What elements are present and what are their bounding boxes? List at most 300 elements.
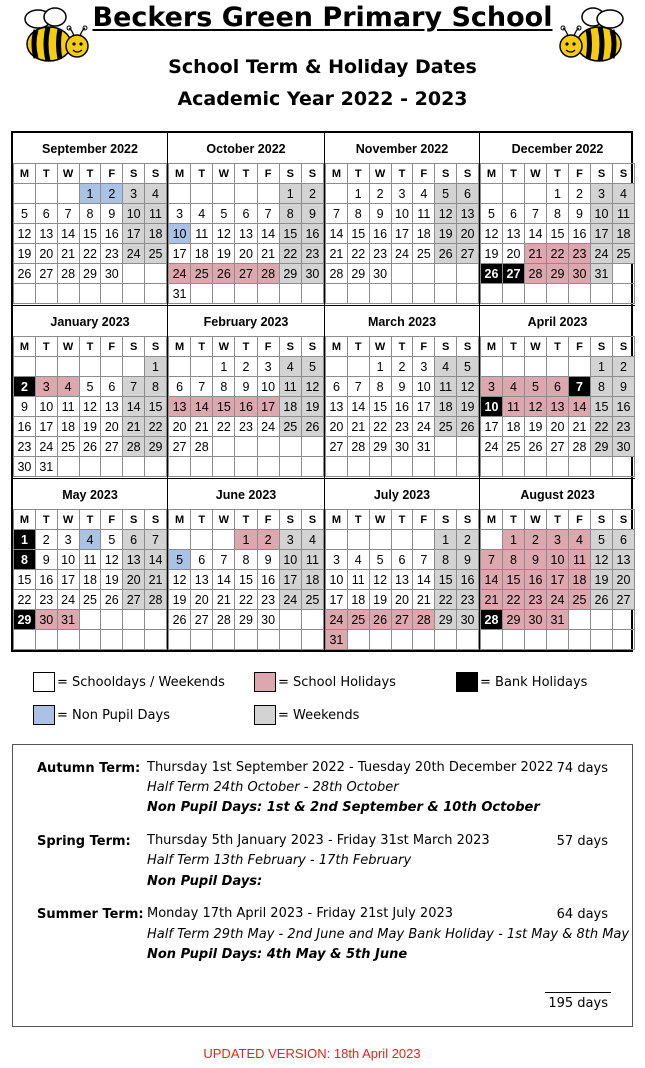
calendar-empty-cell [369,284,391,304]
calendar-empty-cell [213,457,235,477]
calendar-empty-cell [145,630,167,650]
calendar-day: 26 [101,590,123,610]
calendar-day: 18 [57,417,79,437]
calendar-day: 25 [413,244,435,264]
calendar-day: 22 [547,244,569,264]
calendar-day: 6 [613,530,635,550]
calendar-empty-cell [613,284,635,304]
calendar-empty-cell [101,630,123,650]
calendar-empty-cell [391,630,413,650]
calendar-day: 3 [123,184,145,204]
day-of-week-header: F [257,337,279,357]
calendar-day: 12 [14,224,36,244]
calendar-empty-cell [169,357,191,377]
calendar-empty-cell [503,457,525,477]
calendar-empty-cell [525,357,547,377]
calendar-day: 14 [481,570,503,590]
calendar-day: 19 [14,244,36,264]
calendar-day: 29 [503,610,525,630]
calendar-day: 11 [301,550,323,570]
calendar-day: 16 [301,224,323,244]
calendar-day: 17 [481,417,503,437]
day-of-week-header: S [457,164,479,184]
calendar-day: 17 [57,570,79,590]
calendar-day: 6 [547,377,569,397]
calendar-day: 7 [191,377,213,397]
calendar-empty-cell [213,284,235,304]
calendar-empty-cell [457,630,479,650]
calendar-day: 15 [79,224,101,244]
calendar-empty-cell [457,284,479,304]
calendar-day: 5 [481,204,503,224]
calendar-day: 27 [457,244,479,264]
calendar-day: 13 [326,397,348,417]
month-march-2023 [325,306,480,479]
calendar-day: 11 [191,224,213,244]
calendar-day: 12 [101,550,123,570]
calendar-empty-cell [435,630,457,650]
calendar-day: 29 [145,437,167,457]
calendar-day: 29 [79,264,101,284]
calendar-day: 18 [191,244,213,264]
day-of-week-header: S [145,337,167,357]
calendar-day: 11 [145,204,167,224]
calendar-day: 17 [257,397,279,417]
calendar-empty-cell [391,457,413,477]
calendar-day: 5 [369,550,391,570]
calendar-day: 25 [57,437,79,457]
calendar-empty-cell [435,284,457,304]
day-of-week-header: S [123,164,145,184]
month-days-table [168,163,324,304]
calendar-day: 27 [547,437,569,457]
autumn-term-days: 74 days [556,761,608,776]
calendar-day: 27 [123,590,145,610]
calendar-empty-cell [413,284,435,304]
calendar-day: 30 [525,610,547,630]
summer-term-days: 64 days [556,907,608,922]
calendar-day: 30 [14,457,36,477]
calendar-day: 12 [525,397,547,417]
calendar-empty-cell [591,610,613,630]
calendar-day: 28 [525,264,547,284]
calendar-empty-cell [257,457,279,477]
legend-swatch-blue [33,705,55,725]
day-of-week-header: M [326,164,348,184]
calendar-empty-cell [279,630,301,650]
calendar-day: 25 [503,437,525,457]
calendar-empty-cell [457,437,479,457]
legend-non-pupil-days [33,704,170,726]
calendar-day: 2 [257,530,279,550]
month-title: November 2022 [355,142,449,156]
day-of-week-header: M [169,337,191,357]
calendar-day: 23 [391,417,413,437]
calendar-day: 20 [35,244,57,264]
calendar-day: 4 [569,530,591,550]
calendar-day: 28 [347,437,369,457]
calendar-empty-cell [213,184,235,204]
month-title: October 2022 [206,142,286,156]
calendar-day: 17 [279,570,301,590]
calendar-day: 25 [435,417,457,437]
calendar-day: 13 [503,224,525,244]
calendar-empty-cell [169,184,191,204]
calendar-day: 19 [101,570,123,590]
calendar-day: 4 [57,377,79,397]
month-title: September 2022 [42,142,138,156]
calendar-empty-cell [547,457,569,477]
calendar-day: 4 [191,204,213,224]
calendar-day: 1 [369,357,391,377]
calendar-empty-cell [101,610,123,630]
calendar-day: 8 [347,204,369,224]
day-of-week-header: T [235,337,257,357]
day-of-week-header: S [435,337,457,357]
day-of-week-header: S [435,510,457,530]
day-of-week-header: T [547,164,569,184]
calendar-day: 31 [35,457,57,477]
calendar-day: 16 [235,397,257,417]
calendar-day: 14 [569,397,591,417]
calendar-day: 26 [591,590,613,610]
calendar-day: 14 [413,570,435,590]
calendar-empty-cell [369,630,391,650]
calendar-day: 1 [213,357,235,377]
calendar-day: 26 [301,417,323,437]
calendar-empty-cell [79,457,101,477]
calendar-empty-cell [301,457,323,477]
legend-swatch-grey [254,705,276,725]
calendar-day: 30 [257,610,279,630]
calendar-empty-cell [413,530,435,550]
calendar-day: 3 [547,530,569,550]
legend-school-holidays-label: = School Holidays [278,674,396,690]
calendar-day: 23 [369,244,391,264]
calendar-day: 22 [213,417,235,437]
calendar-day: 27 [613,590,635,610]
month-days-table [13,336,167,477]
calendar-day: 25 [301,590,323,610]
calendar-day: 23 [257,590,279,610]
calendar-day: 4 [413,184,435,204]
calendar-day: 2 [101,184,123,204]
calendar-day: 7 [123,377,145,397]
calendar-day: 23 [14,437,36,457]
calendar-empty-cell [413,264,435,284]
calendar-day: 29 [235,610,257,630]
calendar-day: 15 [145,397,167,417]
calendar-day: 31 [326,630,348,650]
calendar-day: 7 [347,377,369,397]
day-of-week-header: T [191,164,213,184]
calendar-day: 13 [35,224,57,244]
calendar-day: 26 [435,244,457,264]
spring-half-term: Half Term 13th February - 17th February [147,853,412,868]
total-days: 195 days [548,996,608,1011]
calendar-empty-cell [301,437,323,457]
calendar-day: 21 [326,244,348,264]
day-of-week-header: M [481,164,503,184]
calendar-day: 17 [591,224,613,244]
calendar-day: 24 [35,437,57,457]
spring-term-label: Spring Term: [37,834,131,849]
day-of-week-header: W [213,337,235,357]
calendar-empty-cell [235,437,257,457]
calendar-empty-cell [191,530,213,550]
calendar-day: 15 [14,570,36,590]
legend-bank-holidays-label: = Bank Holidays [480,674,588,690]
calendar-day: 21 [481,590,503,610]
calendar-day: 30 [301,264,323,284]
calendar-day: 7 [213,550,235,570]
calendar-empty-cell [547,284,569,304]
calendar-day: 31 [413,437,435,457]
calendar-day: 10 [413,377,435,397]
term-dates-box [12,744,633,1027]
calendar-empty-cell [435,457,457,477]
day-of-week-header: F [413,510,435,530]
calendar-day: 7 [569,377,591,397]
calendar-day: 7 [525,204,547,224]
calendar-empty-cell [347,284,369,304]
calendar-day: 29 [591,437,613,457]
month-july-2023 [325,479,480,652]
calendar-empty-cell [101,457,123,477]
calendar-day: 27 [235,264,257,284]
calendar-empty-cell [547,357,569,377]
calendar-day: 8 [279,204,301,224]
calendar-empty-cell [503,184,525,204]
calendar-day: 12 [301,377,323,397]
day-of-week-header: M [14,510,36,530]
calendar-day: 6 [191,550,213,570]
calendar-day: 25 [569,590,591,610]
calendar-day: 27 [191,610,213,630]
month-august-2023 [480,479,635,652]
calendar-day: 21 [413,590,435,610]
calendar-day: 24 [326,610,348,630]
day-of-week-header: F [101,164,123,184]
calendar-day: 30 [569,264,591,284]
calendar-day: 20 [191,590,213,610]
calendar-day: 16 [391,397,413,417]
day-of-week-header: T [347,164,369,184]
calendar-empty-cell [169,530,191,550]
calendar-empty-cell [613,264,635,284]
calendar-day: 10 [481,397,503,417]
calendar-day: 21 [57,244,79,264]
calendar-empty-cell [35,357,57,377]
calendar-day: 21 [525,244,547,264]
calendar-day: 2 [391,357,413,377]
calendar-day: 8 [503,550,525,570]
calendar-day: 13 [391,570,413,590]
calendar-day: 25 [191,264,213,284]
calendar-day: 15 [235,570,257,590]
calendar-empty-cell [191,184,213,204]
calendar-day: 5 [213,204,235,224]
day-of-week-header: W [57,337,79,357]
calendar-day: 4 [301,530,323,550]
calendar-day: 19 [213,244,235,264]
summer-non-pupil-days: Non Pupil Days: 4th May & 5th June [147,947,408,962]
day-of-week-header: W [369,164,391,184]
calendar-day: 2 [14,377,36,397]
calendar-day: 3 [391,184,413,204]
calendar-empty-cell [326,284,348,304]
month-january-2023 [13,306,168,479]
month-title: January 2023 [50,315,130,329]
calendar-day: 18 [435,397,457,417]
calendar-day: 22 [591,417,613,437]
calendar-day: 4 [613,184,635,204]
calendar-day: 15 [369,397,391,417]
calendar-day: 18 [279,397,301,417]
calendar-day: 1 [547,184,569,204]
calendar-empty-cell [14,630,36,650]
calendar-day: 10 [123,204,145,224]
legend-schooldays-label: = Schooldays / Weekends [57,674,225,690]
calendar-day: 19 [169,590,191,610]
calendar-day: 9 [101,204,123,224]
calendar-empty-cell [123,630,145,650]
calendar-day: 30 [391,437,413,457]
calendar-day: 9 [301,204,323,224]
calendar-empty-cell [145,264,167,284]
day-of-week-header: W [57,164,79,184]
day-of-week-header: S [613,337,635,357]
calendar-empty-cell [191,284,213,304]
day-of-week-header: S [123,510,145,530]
day-of-week-header: T [547,337,569,357]
calendar-day: 14 [326,224,348,244]
calendar-day: 11 [503,397,525,417]
calendar-day: 17 [413,397,435,417]
calendar-day: 18 [503,417,525,437]
calendar-empty-cell [591,284,613,304]
calendar-day: 5 [457,357,479,377]
calendar-day: 23 [101,244,123,264]
calendar-day: 4 [279,357,301,377]
calendar-empty-cell [391,284,413,304]
calendar-day: 26 [169,610,191,630]
calendar-day: 13 [169,397,191,417]
calendar-day: 23 [613,417,635,437]
calendar-empty-cell [169,457,191,477]
calendar-day: 22 [435,590,457,610]
calendar-day: 28 [123,437,145,457]
calendar-day: 15 [591,397,613,417]
calendar-day: 6 [457,184,479,204]
legend-swatch-pink [254,672,276,692]
day-of-week-header: F [101,510,123,530]
day-of-week-header: T [235,510,257,530]
calendar-empty-cell [101,284,123,304]
calendar-day: 8 [14,550,36,570]
calendar-empty-cell [503,630,525,650]
calendar-day: 4 [145,184,167,204]
calendar-day: 6 [235,204,257,224]
calendar-day: 9 [369,204,391,224]
calendar-day: 13 [547,397,569,417]
calendar-day: 14 [145,550,167,570]
calendar-day: 30 [101,264,123,284]
calendar-empty-cell [435,437,457,457]
calendar-day: 18 [301,570,323,590]
calendar-day: 8 [145,377,167,397]
calendar-day: 18 [145,224,167,244]
day-of-week-header: F [257,164,279,184]
calendar-day: 15 [547,224,569,244]
calendar-day: 13 [191,570,213,590]
calendar-day: 10 [35,397,57,417]
calendar-day: 26 [481,264,503,284]
calendar-empty-cell [235,457,257,477]
calendar-day: 31 [169,284,191,304]
calendar-empty-cell [123,357,145,377]
calendar-empty-cell [257,284,279,304]
calendar-empty-cell [569,630,591,650]
calendar-empty-cell [326,457,348,477]
calendar-day: 2 [569,184,591,204]
calendar-empty-cell [57,284,79,304]
calendar-empty-cell [569,284,591,304]
calendar-day: 10 [279,550,301,570]
calendar-day: 3 [169,204,191,224]
day-of-week-header: T [35,164,57,184]
calendar-day: 7 [57,204,79,224]
calendar-day: 20 [169,417,191,437]
calendar-day: 7 [413,550,435,570]
calendar-day: 2 [35,530,57,550]
calendar-empty-cell [257,184,279,204]
calendar-day: 19 [525,417,547,437]
calendar-day: 22 [14,590,36,610]
month-october-2022 [168,133,325,306]
month-may-2023 [13,479,168,652]
day-of-week-header: S [123,337,145,357]
calendar-day: 14 [123,397,145,417]
calendar-day: 14 [213,570,235,590]
calendar-day: 9 [613,377,635,397]
school-name: Beckers Green Primary School [92,2,553,33]
calendar-empty-cell [569,610,591,630]
month-title: June 2023 [215,488,277,502]
calendar-empty-cell [435,264,457,284]
calendar-day: 2 [613,357,635,377]
day-of-week-header: T [79,164,101,184]
calendar-day: 21 [347,417,369,437]
calendar-day: 10 [547,550,569,570]
calendar-empty-cell [213,530,235,550]
calendar-empty-cell [457,457,479,477]
calendar-day: 20 [101,417,123,437]
calendar-day: 9 [391,377,413,397]
calendar-empty-cell [547,630,569,650]
calendar-day: 4 [347,550,369,570]
calendar-empty-cell [79,610,101,630]
calendar-day: 19 [369,590,391,610]
calendar-day: 1 [591,357,613,377]
calendar-day: 17 [169,244,191,264]
calendar-day: 15 [279,224,301,244]
calendar-day: 1 [279,184,301,204]
calendar-empty-cell [123,264,145,284]
calendar-empty-cell [391,264,413,284]
calendar-day: 16 [101,224,123,244]
calendar-day: 13 [235,224,257,244]
